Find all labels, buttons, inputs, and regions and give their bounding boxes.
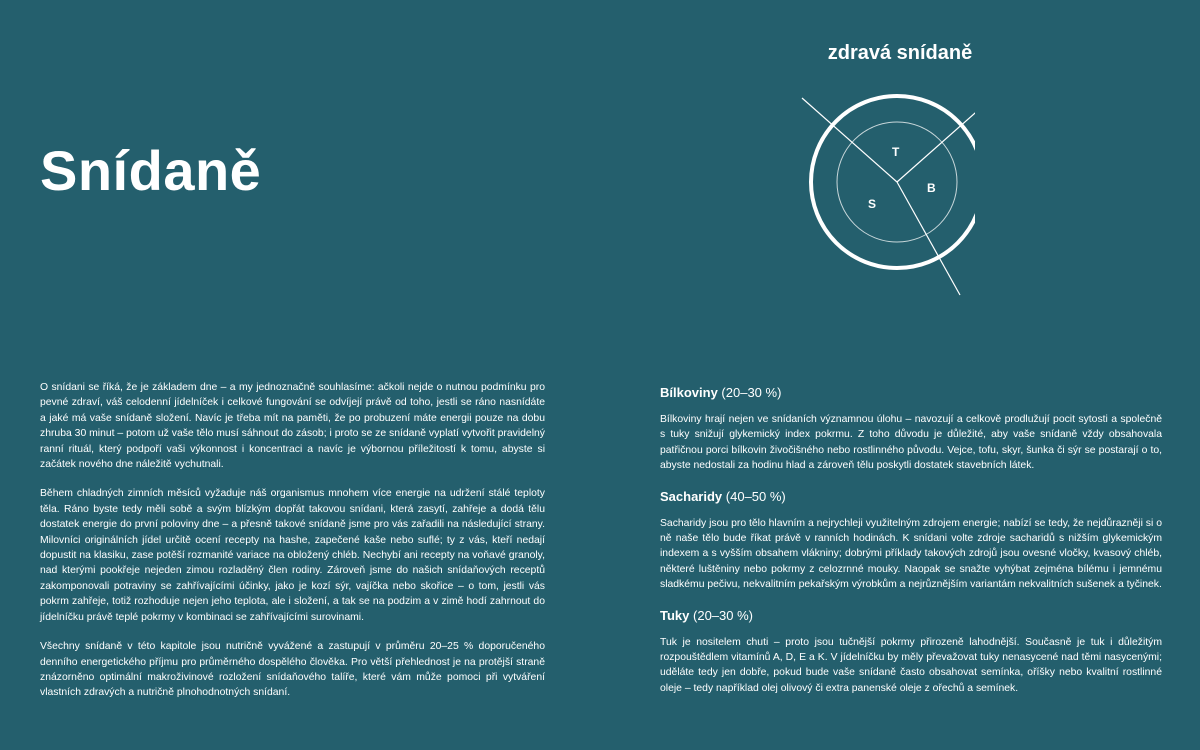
section-text-carbs: Sacharidy jsou pro tělo hlavním a nejrychleji využitelným zdrojem energie; nabízí se tedy, že nejdůrazněji si o ně naše tělo bude říkat právě v ranních hodinách. K snídani volte zdroje sacharidů s nižším glykemickým indexem a s vyšším obsahem vlákniny; dobrými příklady takových zdrojů jsou ovesné vločky, kvasový chléb, některé luštěniny nebo pokrmy z celozrnné mouky. Naopak se snažte vyhýbat zejména bílému i jemnému sladkému pečivu, nekvalitním pekařským výrobkům a nejrůznějším variantám nekvalitních sušenek a tyčinek. — [660, 517, 1162, 591]
diagram-label-left: S — [868, 197, 877, 211]
section-text-protein: Bílkoviny hrají nejen ve snídaních významnou úlohu – navozují a celkově prodlužují pocit sytosti a společně s tuky snižují glykemický index pokrmu. Z toho důvodu je důležité, aby vaše snídaně vždy obsahovala patřičnou porci bílkovin živočišného nebo rostlinného původu. Vejce, tofu, skyr, šunka či sýr se postarají o to, abyste nedostali za hodinu hlad a zároveň tělu poskytli dostatek stavebních látek. — [660, 414, 1162, 472]
divider-line-upper-right — [897, 98, 975, 182]
breakfast-plate-diagram — [795, 90, 975, 300]
page-title: Snídaně — [40, 139, 262, 202]
diagram-label-top: T — [892, 145, 900, 159]
diagram-title: zdravá snídaně — [827, 42, 973, 64]
macronutrient-column — [660, 384, 1162, 710]
section-heading-protein: Bílkoviny (20–30 %) — [660, 385, 782, 400]
section-heading-fats: Tuky (20–30 %) — [660, 607, 753, 623]
intro-paragraph: Během chladných zimních měsíců vyžaduje náš organismus mnohem více energie na udržení stálé teploty těla. Ráno byste tedy měli sobě a svým blízkým dopřát takovou snídani, která zasytí, zahřeje a dodá tělu dostatek energie do první poloviny dne – a přesně takové snídaně jsme pro vás zařadili na následující strany. Milovníci originálních jídel určitě ocení recepty na hashe, zapečené kaše nebo suflé; ty z vás, kteří nedají dopustit na klasiku, zase potěší rozmanité variace na obložený chléb. Nechybí ani recepty na voňavé granoly, nad kterými pookřeje nejeden zimou rozladěný člen rodiny. Zároveň jsme do našich snídaňových receptů zakomponovali potraviny se zahřívajícími účinky, jako je kozí sýr, vajíčka nebo skořice – o tom, jestli vás pokrm zahřeje, totiž rozhoduje nejen jeho teplota, ale i složení, a tak se na podzim a v zimě hodí zahrnout do jídelníčku právě teplé pokrmy v kombinaci se zahřívajícími surovinami. — [40, 488, 545, 623]
section-text-fats: Tuk je nositelem chuti – proto jsou tučnější pokrmy přirozeně lahodnější. Současně je tuk i důležitým rozpouštědlem vitamínů A, D, E a K. V jídelníčku by měly převažovat tuky nenasycené nad těmi nasycenými; uděláte tedy jen dobře, pokud bude vaše snídaně často obsahovat semínka, oříšky nebo kvalitní rostlinné oleje – tedy například olej olivový či extra panenské oleje z ořechů a semínek. — [660, 636, 1162, 694]
diagram-label-right: B — [927, 181, 936, 195]
intro-paragraph: Všechny snídaně v této kapitole jsou nutričně vyvážené a zastupují v průměru 20–25 % doporučeného denního energetického příjmu pro průměrného dospělého člověka. Pro větší přehlednost je na protější straně znázorněno optimální makroživinové rozložení snídaňového talíře, které vám může pomoci při vytváření vlastních zdravých a nutričně plnohodnotných snídaní. — [40, 641, 545, 699]
divider-line-lower — [897, 182, 960, 295]
intro-paragraph: O snídani se říká, že je základem dne – a my jednoznačně souhlasíme: ačkoli nejde o nutnou podmínku pro pevné zdraví, váš celodenní jídelníček i celkové fungování se odvíjejí právě od toho, jestli se ráno nasnídáte a jaké má vaše snídaně složení. Navíc je třeba mít na paměti, že po probuzení máte energii pouze na dobu zhruba 30 minut – potom už vaše tělo musí sáhnout do zásob; i proto se ze snídaně vyplatí vytvořit pravidelný ranní rituál, který podpoří vaši výkonnost i koncentraci a navíc je výbornou příležitostí k tomu, abyste si začátek nového dne náležitě vychutnali. — [40, 382, 545, 471]
section-heading-carbs: Sacharidy (40–50 %) — [660, 488, 786, 504]
intro-text-column — [40, 380, 545, 715]
